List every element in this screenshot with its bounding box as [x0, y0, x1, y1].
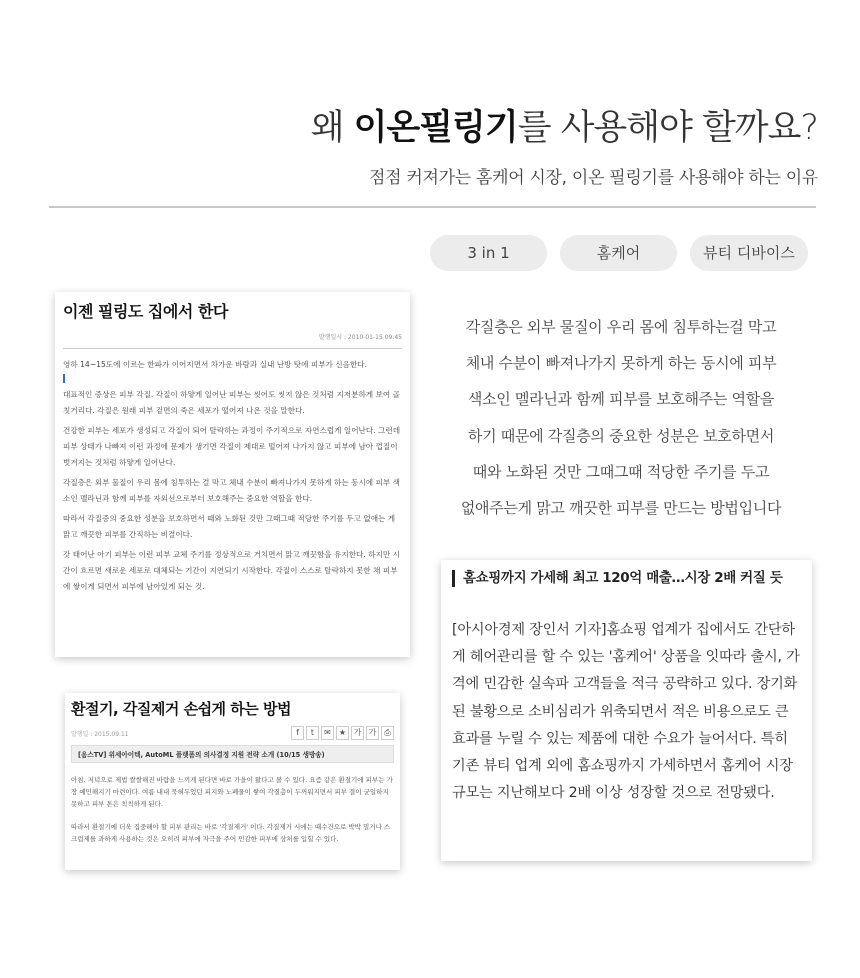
- explanation-line: 체내 수분이 빠져나가지 못하게 하는 동시에 피부: [465, 354, 777, 373]
- article-headline: 환절기, 각질제거 손쉽게 하는 방법: [71, 700, 291, 718]
- article-paragraph: 영하 14~15도에 이르는 한파가 이어지면서 차가운 바람과 실내 난방 탓에 피부가 신음한다.: [63, 360, 368, 369]
- print-icon[interactable]: ⎙: [381, 726, 394, 740]
- article-paragraph: 아침, 저녁으로 제법 쌀쌀해진 바람을 느끼게 된다면 바로 가을이 왔다고 볼 수 있다. 요즘 같은 환절기에 피부는 가장 예민해지기 마련이다. 여름 내내 묵혀두었던 피지와 노폐물이 쌓여 각질층이 두꺼워지면서 피부 결이 균일하지 못하고 피부 톤은 칙칙하게 된다.: [71, 776, 393, 808]
- mail-icon[interactable]: ✉: [321, 726, 334, 740]
- article-divider: [63, 348, 402, 349]
- explanation-line: 때와 노화된 것만 그때그때 적당한 주기를 두고: [472, 462, 770, 481]
- article-paragraph: 건강한 피부는 세포가 생성되고 각질이 되어 탈락하는 과정이 주기적으로 자연스럽게 일어난다. 그런데 피부 상태가 나빠져 이런 과정에 문제가 생기면 각질이 제대로 떨어져 나가지 않고 피부에 남아 껍질이 벗겨지는 것처럼 하얗게 일어난다.: [63, 426, 401, 467]
- article-paragraph: 대표적인 증상은 피부 각질. 각질이 하얗게 일어난 피부는 씻어도 씻지 않은 것처럼 지저분하게 보여 골칫거리다. 각질은 원래 피부 겉면의 죽은 세포가 떨어져 나온 것을 말한다.: [63, 390, 400, 415]
- article-body: [아시아경제 장인서 기자]홈쇼핑 업계가 집에서도 간단하게 헤어관리를 할 수 있는 '홈케어' 상품을 잇따라 출시, 가격에 민감한 실속파 고객들을 적극 공략하고 있다. 장기화된 불황으로 소비심리가 위축되면서 적은 비용으로도 큰 효과를 누릴 수 있는 제품에 대한 수요가 늘어서다. 특히 기존 뷰티 업계 외에 홈쇼핑까지 가세하면서 홈케어 시장 규모는 지난해보다 2배 이상 성장할 것으로 전망됐다.: [452, 622, 800, 802]
- text-cursor: [63, 374, 65, 383]
- title-prefix: 왜: [310, 108, 354, 148]
- news-clipping-peeling-at-home: [55, 292, 410, 657]
- tag-beauty-device: 뷰티 디바이스: [690, 235, 808, 271]
- explanation-line: 색소인 멜라닌과 함께 피부를 보호해주는 역할을: [467, 390, 775, 409]
- article-headline: 홈쇼핑까지 가세해 최고 120억 매출…시장 2배 커질 듯: [452, 570, 800, 587]
- article-date: 발행일 : 2015.09.11: [71, 730, 129, 738]
- explanation-line: 하기 때문에 각질층의 중요한 성분은 보호하면서: [467, 426, 775, 445]
- font-larger-icon[interactable]: 가: [366, 726, 379, 740]
- page-subtitle: 점점 커져가는 홈케어 시장, 이온 필링기를 사용해야 하는 이유: [369, 168, 818, 188]
- page-title: [311, 100, 818, 150]
- explanation-line: 각질층은 외부 물질이 우리 몸에 침투하는걸 막고: [465, 318, 777, 336]
- tag-homecare: 홈케어: [560, 235, 677, 271]
- title-suffix: 를 사용해야 할까요?: [517, 108, 818, 148]
- article-headline: 이젠 필링도 집에서 한다: [63, 302, 228, 321]
- facebook-icon[interactable]: f: [291, 726, 304, 740]
- article-subheadline: [옴스TV] 위세아이텍, AutoML 플랫폼의 의사결정 지원 전략 소개 (10/15 생방송): [71, 745, 394, 763]
- tag-3in1: 3 in 1: [430, 235, 547, 271]
- news-clipping-homeshopping: [441, 560, 812, 861]
- article-paragraph: 갓 태어난 아기 피부는 이런 피부 교체 주기를 정상적으로 거치면서 맑고 깨끗함을 유지한다. 하지만 시간이 흐르면 새로운 세포로 대체되는 기간이 지연되기 시작한다. 각질이 스스로 탈락하지 못한 채 피부에 쌓이게 되면서 피부에 남아있게 되는 것.: [63, 550, 400, 591]
- twitter-icon[interactable]: t: [306, 726, 319, 740]
- header-divider: [49, 206, 816, 208]
- article-paragraph: 각질층은 외부 물질이 우리 몸에 침투하는 걸 막고 체내 수분이 빠져나가지 못하게 하는 동시에 피부 색소인 멜라닌과 함께 피부를 자외선으로부터 보호해주는 중요한 역할을 한다.: [63, 478, 400, 503]
- explanation-text: [446, 309, 796, 526]
- explanation-line: 없애주는게 맑고 깨끗한 피부를 만드는 방법입니다: [460, 499, 782, 518]
- article-paragraph: 따라서 환절기에 더욱 집중해야 할 피부 관리는 바로 '각질제거' 이다. 각질제거 시에는 때수건으로 박박 밀거나 스크럽제를 과하게 사용하는 것은 오히려 피부에 자극을 주어 민감한 피부에 상처를 입힐 수 있다.: [71, 823, 391, 843]
- share-toolbar: [289, 726, 394, 740]
- news-clipping-exfoliation: [65, 693, 400, 870]
- star-icon[interactable]: ★: [336, 726, 349, 740]
- article-paragraph: 따라서 각질증의 중요한 성분을 보호하면서 때와 노화된 것만 그때그때 적당한 주기를 두고 없애는 게 맑고 깨끗한 피부를 간직하는 비결이다.: [63, 514, 396, 539]
- article-meta: [71, 726, 394, 740]
- article-date: 발행일시 : 2010-01-15 09:45: [318, 334, 402, 341]
- font-smaller-icon[interactable]: 가: [351, 726, 364, 740]
- title-product-name: 이온필링기: [353, 108, 518, 148]
